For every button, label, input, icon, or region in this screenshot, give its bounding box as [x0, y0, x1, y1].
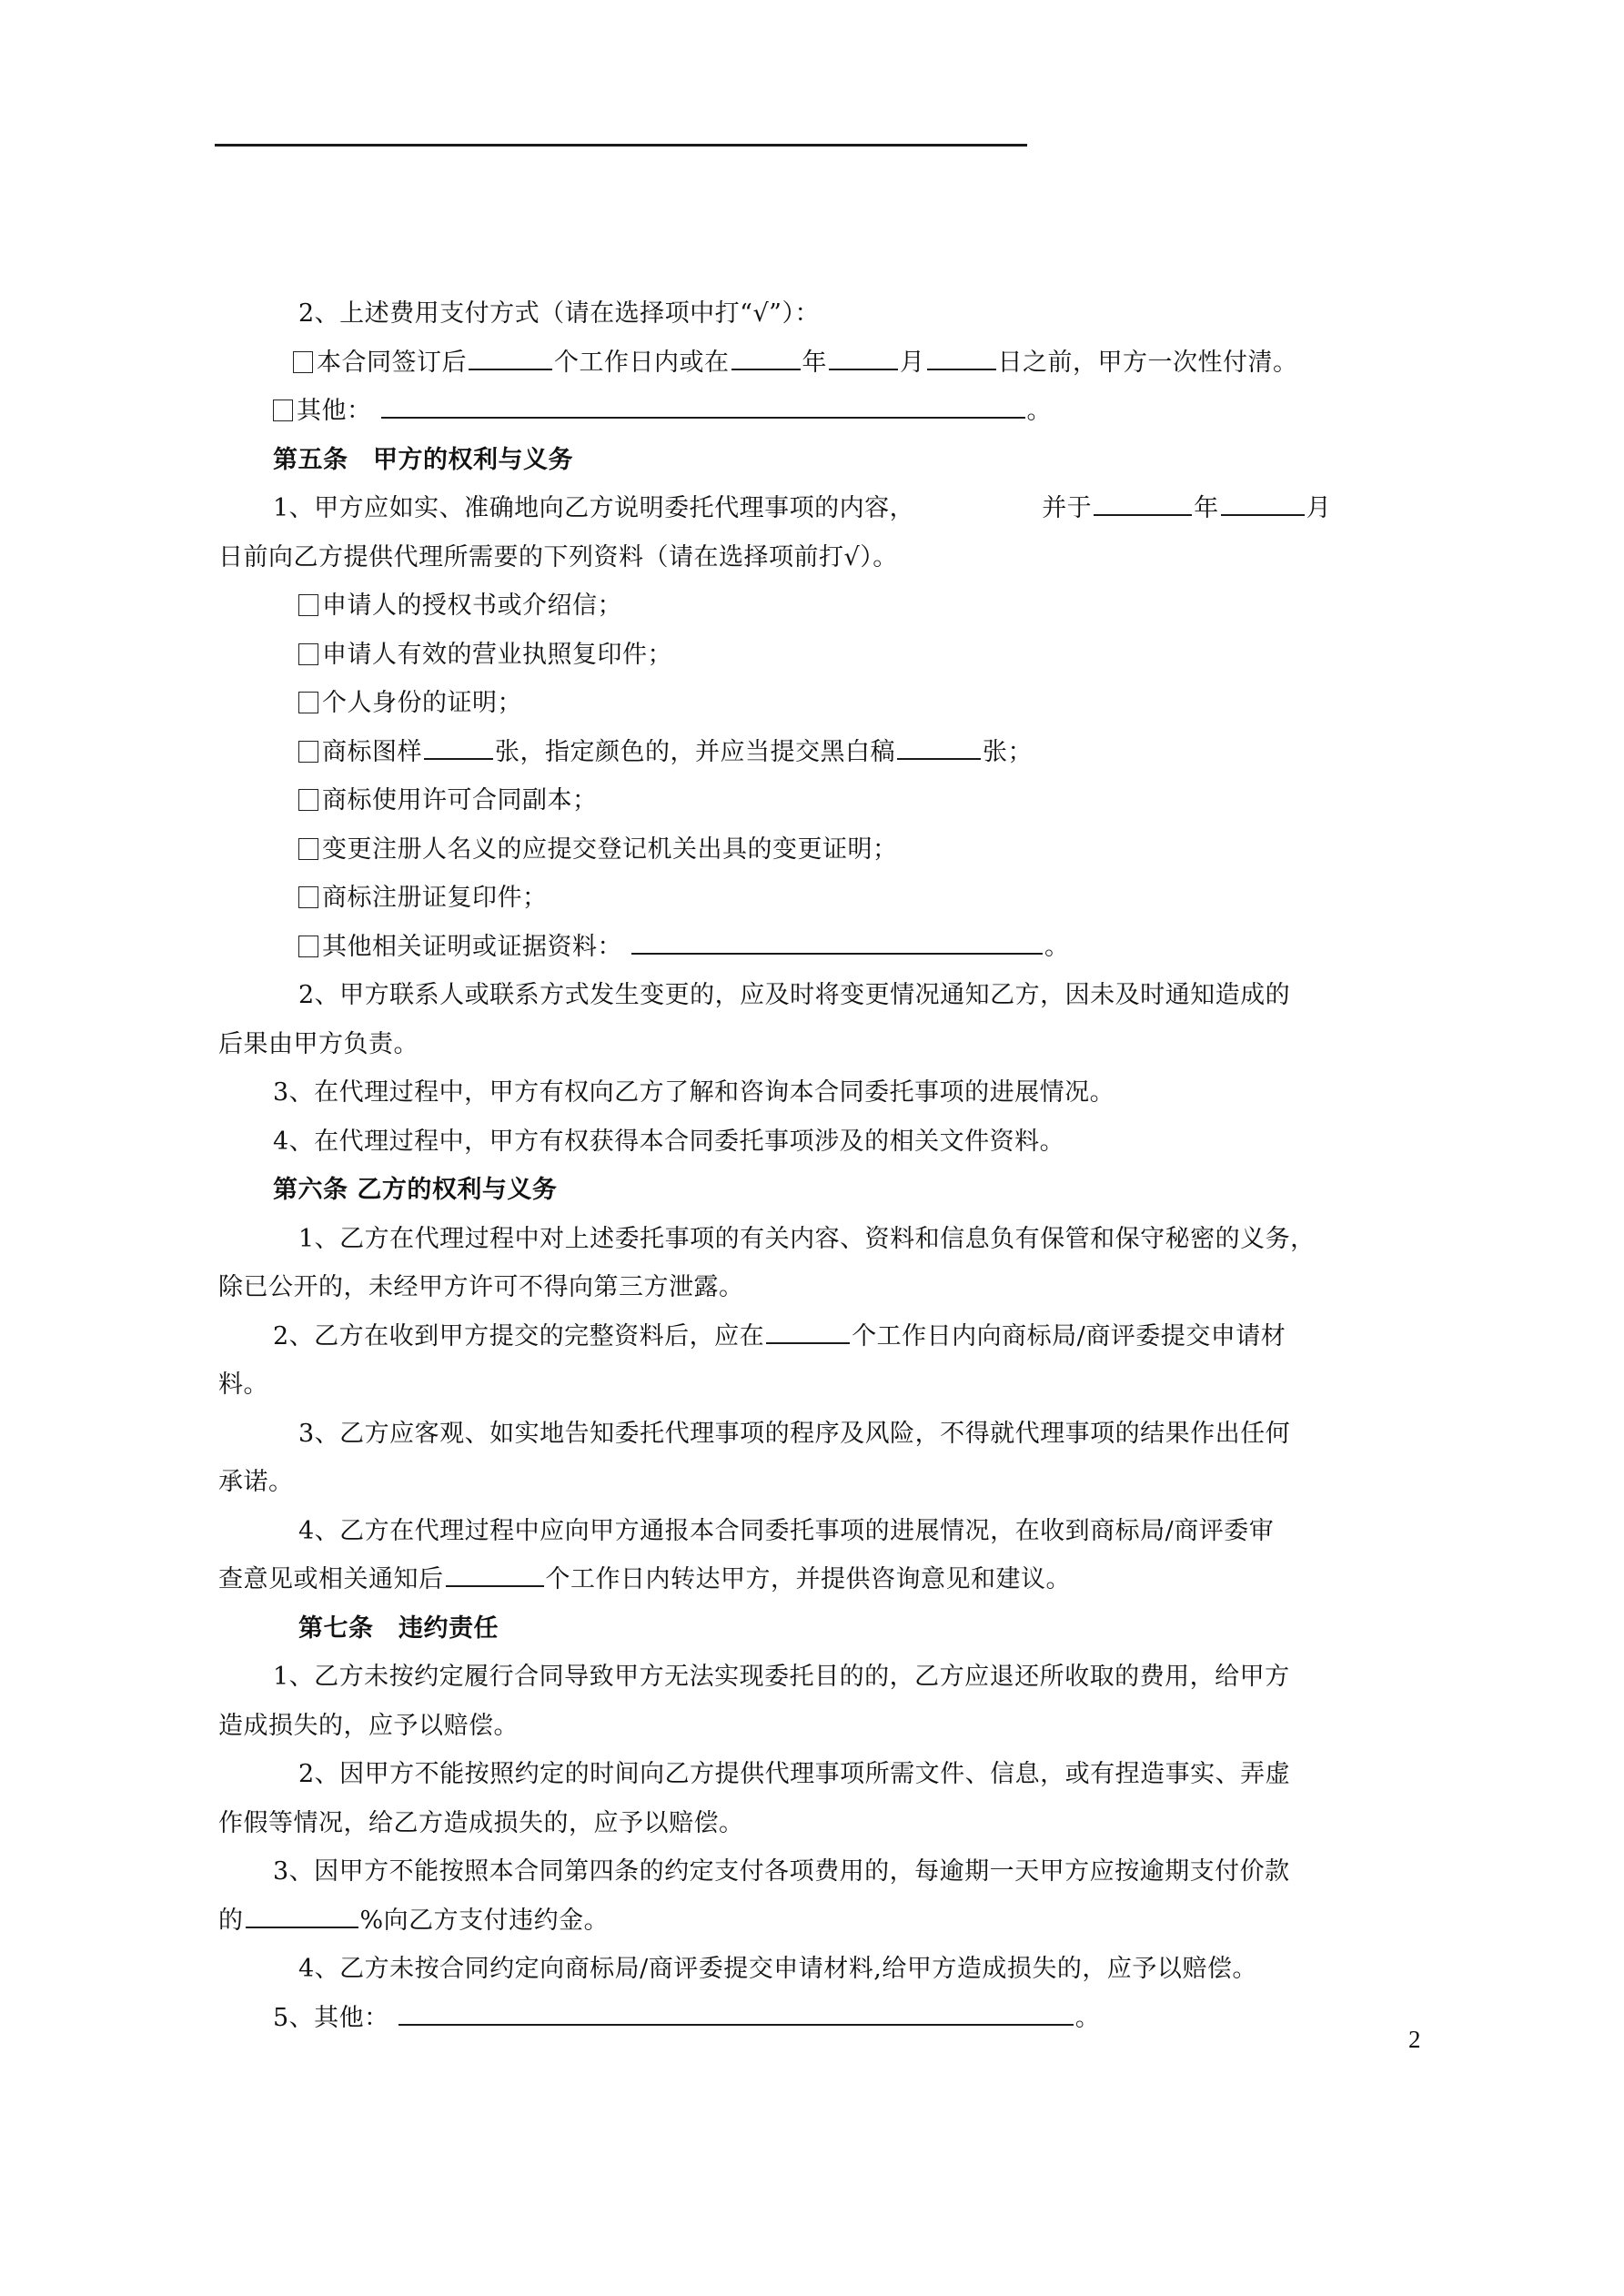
- article6-item2: 2、乙方在收到甲方提交的完整资料后，应在 个工作日内向商标局/商评委提交申请材: [218, 1312, 1433, 1361]
- article7-item4: 4、乙方未按合同约定向商标局/商评委提交申请材料,给甲方造成损失的，应予以赔偿。: [298, 1955, 1257, 1983]
- month-blank[interactable]: [1221, 491, 1305, 516]
- article7-item5: 5、其他： 。: [218, 1994, 1433, 2043]
- article7-item1-cont: 造成损失的，应予以赔偿。: [218, 1711, 519, 1740]
- checklist-item: 商标使用许可合同副本；: [218, 776, 1433, 825]
- bw-count-blank[interactable]: [897, 734, 981, 760]
- checklist-item-other-docs: 其他相关证明或证据资料： 。: [218, 923, 1433, 972]
- month-blank[interactable]: [829, 345, 898, 370]
- article7-item1: 1、乙方未按约定履行合同导致甲方无法实现委托目的的，乙方应退还所收取的费用，给甲方: [273, 1663, 1290, 1691]
- article5-item2-cont: 后果由甲方负责。: [218, 1029, 419, 1058]
- year-blank[interactable]: [1094, 491, 1192, 516]
- days-blank[interactable]: [469, 345, 552, 370]
- payment-option-lump-sum: 本合同签订后 个工作日内或在 年 月 日之前，甲方一次性付清。: [218, 339, 1433, 388]
- checkbox-icon[interactable]: [273, 400, 293, 421]
- checkbox-icon[interactable]: [298, 936, 318, 957]
- article7-item2: 2、因甲方不能按照约定的时间向乙方提供代理事项所需文件、信息，或有捏造事实、弄虚: [298, 1760, 1291, 1788]
- checkbox-icon[interactable]: [293, 351, 313, 373]
- checkbox-icon[interactable]: [298, 838, 318, 860]
- article6-item4: 4、乙方在代理过程中应向甲方通报本合同委托事项的进展情况，在收到商标局/商评委审: [298, 1516, 1275, 1545]
- article7-item3: 3、因甲方不能按照本合同第四条的约定支付各项费用的，每逾期一天甲方应按逾期支付价款: [273, 1857, 1290, 1886]
- article6-item3: 3、乙方应客观、如实地告知委托代理事项的程序及风险，不得就代理事项的结果作出任何: [298, 1419, 1291, 1448]
- checkbox-icon[interactable]: [298, 643, 318, 665]
- checklist-item: 申请人的授权书或介绍信；: [218, 582, 1433, 631]
- year-blank[interactable]: [731, 345, 801, 370]
- article5-item4: 4、在代理过程中，甲方有权获得本合同委托事项涉及的相关文件资料。: [273, 1127, 1065, 1156]
- article6-item1: 1、乙方在代理过程中对上述委托事项的有关内容、资料和信息负有保管和保守秘密的义务，: [298, 1224, 1316, 1253]
- other-terms-blank[interactable]: [398, 2000, 1074, 2026]
- checkbox-icon[interactable]: [298, 692, 318, 713]
- percent-blank[interactable]: [246, 1903, 358, 1928]
- article7-item3-cont: 的 %向乙方支付违约金。: [218, 1896, 1433, 1946]
- checkbox-icon[interactable]: [298, 741, 318, 763]
- checklist-item: 申请人有效的营业执照复印件；: [218, 631, 1433, 680]
- article7-title: 第七条 违约责任: [298, 1613, 499, 1643]
- article6-item2-cont: 料。: [218, 1371, 268, 1399]
- page-number: 2: [1408, 2026, 1421, 2053]
- days-blank[interactable]: [766, 1319, 850, 1344]
- article6-item4-cont: 查意见或相关通知后 个工作日内转达甲方，并提供咨询意见和建议。: [218, 1555, 1433, 1604]
- article7-item2-cont: 作假等情况，给乙方造成损失的，应予以赔偿。: [218, 1808, 744, 1837]
- article5-item3: 3、在代理过程中，甲方有权向乙方了解和咨询本合同委托事项的进展情况。: [273, 1078, 1115, 1107]
- checklist-item: 商标注册证复印件；: [218, 874, 1433, 923]
- top-rule: [215, 144, 1027, 147]
- sample-count-blank[interactable]: [424, 734, 493, 760]
- checklist-item: 变更注册人名义的应提交登记机关出具的变更证明；: [218, 825, 1433, 875]
- other-payment-blank[interactable]: [381, 393, 1025, 419]
- article5-item2: 2、甲方联系人或联系方式发生变更的，应及时将变更情况通知乙方，因未及时通知造成的: [298, 981, 1291, 1009]
- article6-item1-cont: 除已公开的，未经甲方许可不得向第三方泄露。: [218, 1273, 744, 1301]
- article6-item3-cont: 承诺。: [218, 1468, 294, 1496]
- checkbox-icon[interactable]: [298, 594, 318, 616]
- document-page: [218, 289, 1433, 2042]
- checkbox-icon[interactable]: [298, 886, 318, 908]
- checklist-item-trademark-sample: 商标图样 张，指定颜色的，并应当提交黑白稿 张；: [218, 728, 1433, 777]
- checklist-item: 个人身份的证明；: [218, 679, 1433, 728]
- payment-option-other: 其他： 。: [218, 387, 1433, 436]
- day-blank[interactable]: [927, 345, 996, 370]
- payment-heading: 2、上述费用支付方式（请在选择项中打“√”）：: [298, 299, 820, 328]
- article5-title: 第五条 甲方的权利与义务: [273, 445, 573, 474]
- days-blank[interactable]: [446, 1562, 544, 1587]
- other-docs-blank[interactable]: [631, 929, 1043, 955]
- article6-title: 第六条 乙方的权利与义务: [273, 1176, 558, 1204]
- checkbox-icon[interactable]: [298, 789, 318, 811]
- article5-item1-cont: 日前向乙方提供代理所需要的下列资料（请在选择项前打√）。: [218, 542, 898, 571]
- article5-item1: 1、甲方应如实、准确地向乙方说明委托代理事项的内容， 并于 年 月: [218, 484, 1433, 533]
